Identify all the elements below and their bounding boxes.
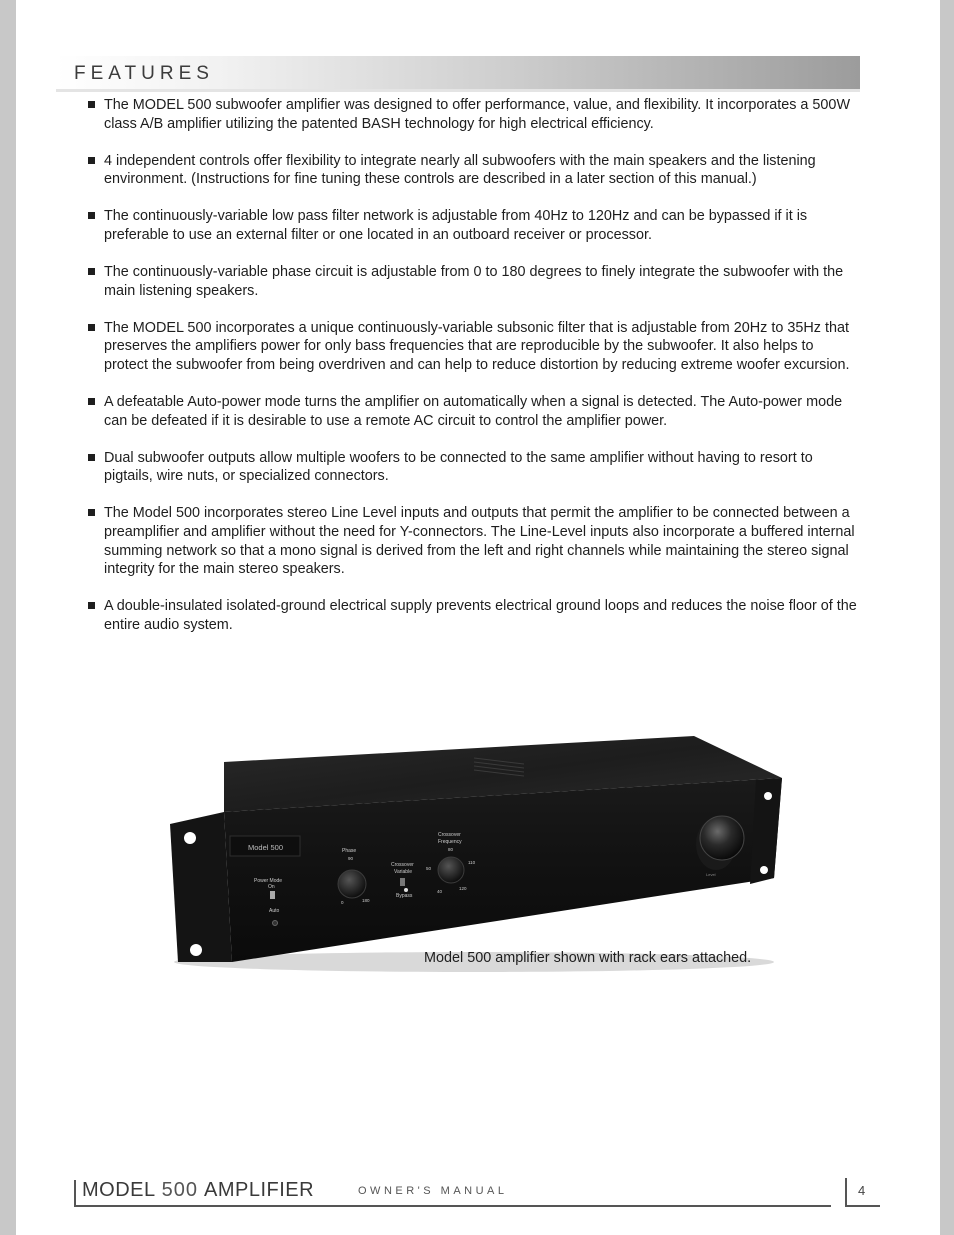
page-number: 4 (858, 1183, 866, 1198)
feature-item (88, 393, 858, 430)
photo-caption: Model 500 amplifier shown with rack ears attached. (424, 950, 752, 966)
bullet-square-icon (88, 268, 95, 275)
frequency-mark: 120 (459, 886, 467, 891)
bypass-led-icon (404, 888, 408, 892)
feature-text: The continuously-variable phase circuit is adjustable from 0 to 180 degrees to finely integrate the subwoofer with the main listening speakers. (104, 264, 844, 299)
crossover-variable-label: Variable (394, 869, 412, 875)
bullet-square-icon (88, 602, 95, 609)
frequency-knob-icon (438, 857, 464, 883)
frequency-mark: 40 (437, 889, 443, 894)
phase-mark: 90 (348, 856, 354, 861)
feature-item (88, 96, 858, 133)
footer-rule-divider (74, 1205, 831, 1207)
bullet-square-icon (88, 101, 95, 108)
bullet-square-icon (88, 324, 95, 331)
footer-model-word: MODEL (82, 1179, 156, 1201)
amplifier-photo (134, 700, 794, 982)
feature-text: The continuously-variable low pass filter network is adjustable from 40Hz to 120Hz and can be bypassed if it is preferable to use an external filter or one located in an outboard receiver or processor. (104, 208, 808, 243)
feature-text: 4 independent controls offer flexibility to integrate nearly all subwoofers with the main speakers and the listening environment. (Instructions for fine tuning these controls are described in a later section of this manual.) (104, 152, 816, 188)
phase-label: Phase (342, 848, 357, 854)
feature-text: The Model 500 incorporates stereo Line Level inputs and outputs that permit the amplifier to be connected between a preamplifier and amplifier without the need for Y-connectors. The Line-Level inputs also incorporate a buffered internal summing network so that a mono signal is derived from the left and right channels while maintaining the stereo signal integrity for the main stereo speakers. (104, 505, 855, 578)
bypass-label: Bypass (396, 893, 413, 899)
rack-hole-icon (184, 832, 196, 844)
section-title: FEATURES (74, 63, 214, 84)
feature-item (88, 263, 858, 300)
page-number-bracket-divider (845, 1178, 847, 1206)
feature-item (88, 449, 858, 486)
footer-bracket-divider (74, 1180, 76, 1206)
section-header-bar (56, 56, 860, 92)
bullet-square-icon (88, 454, 95, 461)
bullet-square-icon (88, 157, 95, 164)
page-footer (74, 1176, 880, 1208)
volume-knob-icon (700, 816, 744, 860)
feature-text: A double-insulated isolated-ground electrical supply prevents electrical ground loops and reduces the noise floor of the entire audio system. (104, 598, 857, 633)
bullet-square-icon (88, 212, 95, 219)
power-mode-label: Power Mode (254, 878, 283, 884)
frequency-mark: 50 (426, 866, 432, 871)
feature-item (88, 207, 858, 244)
frequency-label-2: Frequency (438, 839, 462, 845)
footer-manual-label: OWNER'S MANUAL (358, 1185, 508, 1197)
on-label: On (268, 884, 275, 890)
phase-mark: 180 (362, 898, 370, 903)
feature-item (88, 504, 858, 578)
rack-hole-icon (190, 944, 202, 956)
left-rack-ear (170, 812, 232, 962)
features-list (88, 96, 858, 653)
feature-text: The MODEL 500 incorporates a unique continuously-variable subsonic filter that is adjustable from 20Hz to 35Hz that preserves the amplifiers power for only bass frequencies that are reproducible by the subwoofer. It also helps to protect the subwoofer from being overdriven and can help to reduce distortion by reducing extreme woofer excursion. (104, 319, 850, 373)
feature-item (88, 597, 858, 634)
frequency-mark: 80 (448, 847, 454, 852)
power-switch-icon (270, 891, 275, 899)
phase-mark: 0 (341, 900, 344, 905)
footer-model-number: 500 (161, 1179, 198, 1201)
frequency-label: Crossover (438, 832, 461, 838)
auto-led-icon (273, 921, 278, 926)
footer-model-title (82, 1179, 314, 1202)
feature-text: The MODEL 500 subwoofer amplifier was designed to offer performance, value, and flexibility. It incorporates a 500W class A/B amplifier utilizing the patented BASH technology for high electrical efficiency. (104, 97, 851, 132)
feature-text: A defeatable Auto-power mode turns the amplifier on automatically when a signal is detected. The Auto-power mode can be defeated if it is desirable to use a remote AC circuit to control the amplifier power. (104, 394, 843, 429)
footer-amplifier-word: AMPLIFIER (204, 1179, 315, 1201)
bullet-square-icon (88, 509, 95, 516)
crossover-switch-icon (400, 878, 405, 886)
rack-hole-icon (764, 792, 772, 800)
page-number-rule-divider (845, 1205, 880, 1207)
volume-label: Level (706, 872, 716, 877)
feature-item (88, 319, 858, 375)
auto-label: Auto (269, 908, 280, 914)
page (16, 0, 940, 1235)
crossover-label: Crossover (391, 862, 414, 868)
phase-knob-icon (338, 870, 366, 898)
feature-text: Dual subwoofer outputs allow multiple woofers to be connected to the same amplifier without having to resort to pigtails, wire nuts, or specialized connectors. (104, 449, 813, 485)
bullet-square-icon (88, 398, 95, 405)
model-plate-text: Model 500 (248, 843, 284, 852)
frequency-mark: 110 (468, 860, 476, 865)
feature-item (88, 152, 858, 189)
rack-hole-icon (760, 866, 768, 874)
